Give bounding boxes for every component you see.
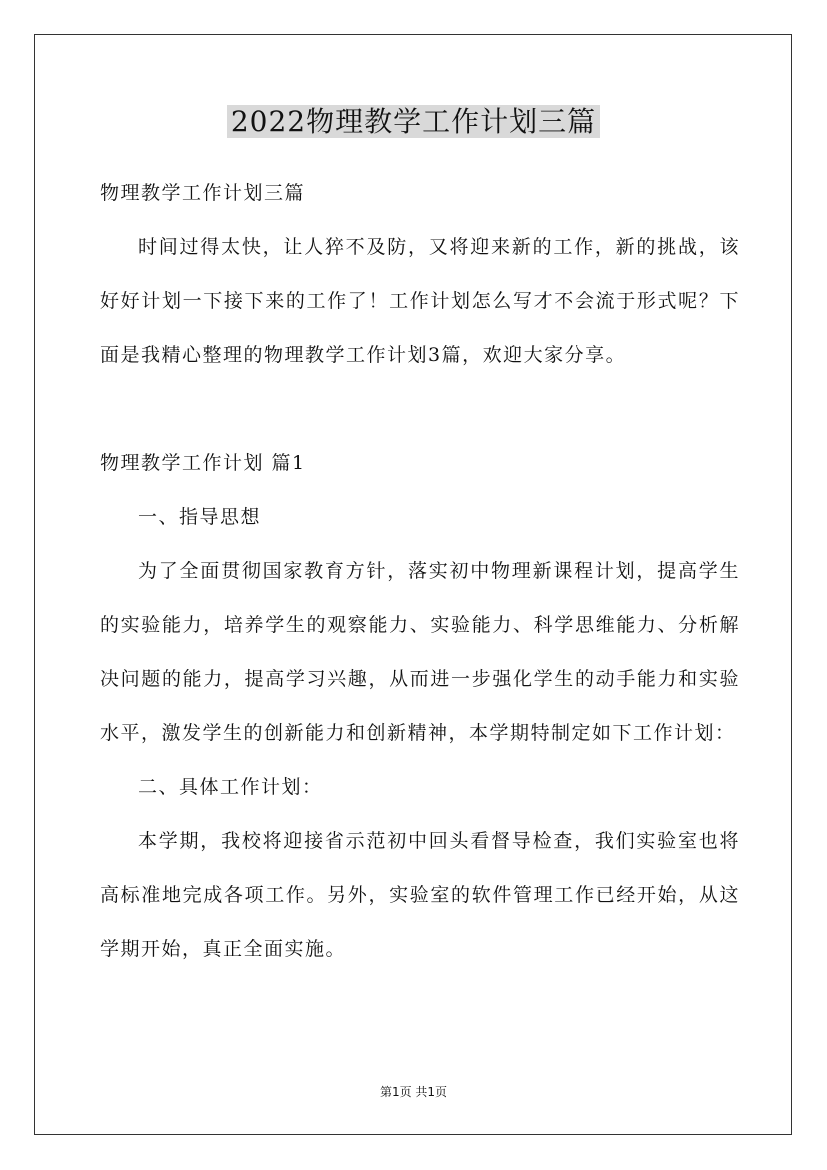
page-footer: 第1页 共1页 bbox=[379, 1085, 448, 1099]
heading-guiding-ideology: 一、指导思想 bbox=[138, 506, 262, 528]
document-subtitle: 物理教学工作计划三篇 bbox=[100, 182, 306, 204]
paragraph-guiding-ideology: 为了全面贯彻国家教育方针，落实初中物理新课程计划，提高学生的实验能力，培养学生的观察能力、实验能力、科学思维能力、分析解决问题的能力，提高学习兴趣，从而进一步强化学生的动手能力和实验水平，激发学生的创新能力和创新精神，本学期特制定如下工作计划： bbox=[100, 560, 740, 744]
section-title: 物理教学工作计划 篇1 bbox=[100, 452, 306, 474]
document-title-text: 2022物理教学工作计划三篇 bbox=[227, 105, 600, 138]
blank-line bbox=[100, 382, 740, 436]
paragraph-work-plan: 本学期，我校将迎接省示范初中回头看督导检查，我们实验室也将高标准地完成各项工作。另外，实验室的软件管理工作已经开始，从这学期开始，真正全面实施。 bbox=[100, 830, 740, 960]
document-title bbox=[0, 100, 827, 144]
document-body bbox=[100, 166, 740, 976]
intro-paragraph: 时间过得太快，让人猝不及防，又将迎来新的工作，新的挑战，该好好计划一下接下来的工作了！工作计划怎么写才不会流于形式呢？下面是我精心整理的物理教学工作计划3篇，欢迎大家分享。 bbox=[100, 236, 740, 366]
heading-work-plan: 二、具体工作计划： bbox=[138, 776, 323, 798]
